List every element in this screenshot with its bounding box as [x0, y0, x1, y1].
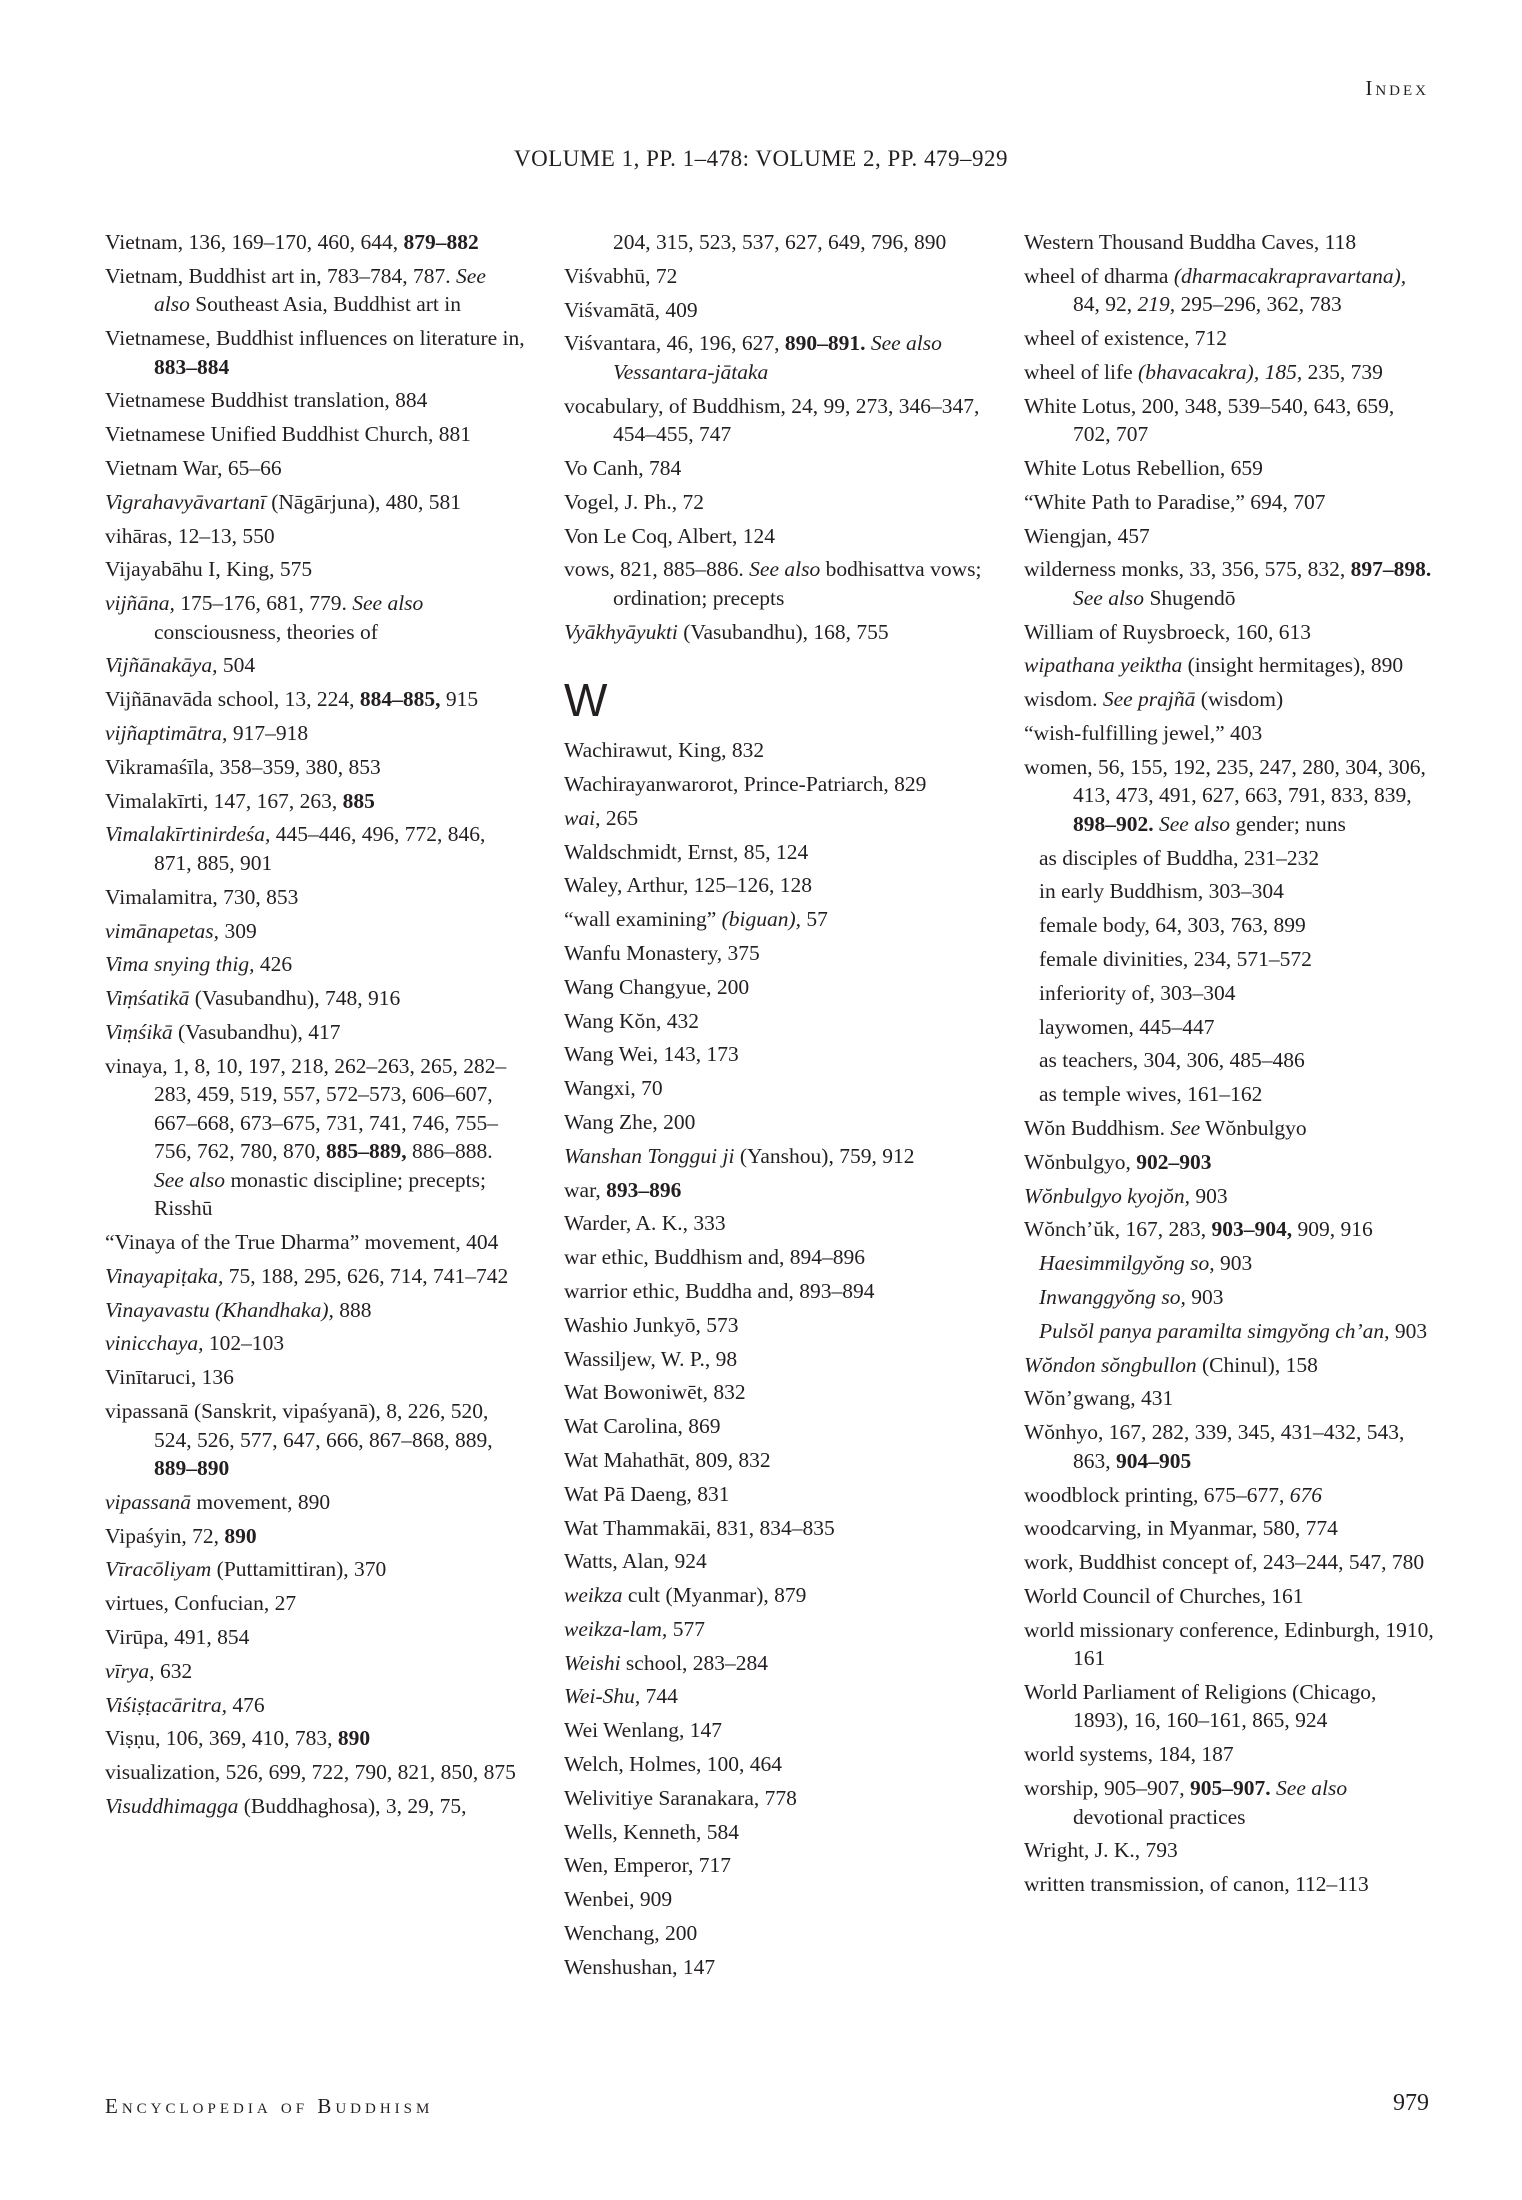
index-entry: wilderness monks, 33, 356, 575, 832, 897–898. See also Shugendō: [1024, 557, 1432, 610]
index-entry: wai, 265: [564, 805, 639, 830]
index-entry: Wen, Emperor, 717: [564, 1853, 731, 1878]
index-entry: Washio Junkyō, 573: [564, 1312, 739, 1337]
index-entry: Wŏnch’ŭk, 167, 283, 903–904, 909, 916: [1024, 1217, 1373, 1242]
index-entry: wisdom. See prajñā (wisdom): [1024, 687, 1284, 712]
index-entry: Vijayabāhu I, King, 575: [105, 557, 313, 582]
index-entry: Wei-Shu, 744: [564, 1684, 678, 1709]
index-entry: Vietnam, 136, 169–170, 460, 644, 879–882: [105, 230, 479, 254]
index-entry: Wat Carolina, 869: [564, 1414, 721, 1439]
index-entry: Wang Changyue, 200: [564, 974, 750, 999]
footer-title: Encyclopedia of Buddhism: [105, 2094, 434, 2118]
index-entry: virtues, Confucian, 27: [105, 1591, 297, 1616]
index-entry: warrior ethic, Buddha and, 893–894: [564, 1278, 875, 1303]
index-entry: Von Le Coq, Albert, 124: [564, 523, 776, 548]
index-entry: world systems, 184, 187: [1024, 1742, 1234, 1767]
index-entry: Wenchang, 200: [564, 1921, 698, 1946]
index-entry: Viśvamātā, 409: [564, 297, 698, 322]
index-entry: Wŏnbulgyo kyojŏn, 903: [1024, 1183, 1228, 1208]
index-entry: Welch, Holmes, 100, 464: [564, 1752, 783, 1777]
index-subentry: inferiority of, 303–304: [1039, 980, 1236, 1005]
index-entry: World Council of Churches, 161: [1024, 1583, 1304, 1608]
index-subentry: Inwanggyŏng so, 903: [1039, 1285, 1224, 1310]
index-entry: Wŏn’gwang, 431: [1024, 1386, 1174, 1411]
index-entry: Vinayapiṭaka, 75, 188, 295, 626, 714, 741–742: [105, 1263, 509, 1288]
page-number: 979: [1393, 2090, 1429, 2116]
index-entry: Vo Canh, 784: [564, 455, 682, 480]
index-entry: women, 56, 155, 192, 235, 247, 280, 304, 306, 413, 473, 491, 627, 663, 791, 833, 839, 898–902. See also gender; nuns: [1024, 754, 1426, 836]
index-entry: Welivitiye Saranakara, 778: [564, 1785, 797, 1810]
index-entry: Wŏndon sŏngbullon (Chinul), 158: [1024, 1352, 1318, 1377]
index-entry: Warder, A. K., 333: [564, 1211, 726, 1236]
index-entry: Weishi school, 283–284: [564, 1650, 769, 1675]
index-entry: vihāras, 12–13, 550: [105, 523, 275, 548]
index-entry: vipassanā (Sanskrit, vipaśyanā), 8, 226, 520, 524, 526, 577, 647, 666, 867–868, 889, 889–890: [105, 1399, 493, 1481]
index-entry: vinicchaya, 102–103: [105, 1331, 285, 1356]
index-entry: Wells, Kenneth, 584: [564, 1819, 740, 1844]
index-entry: written transmission, of canon, 112–113: [1024, 1872, 1369, 1897]
index-entry: Wiengjan, 457: [1024, 523, 1150, 548]
index-entry: White Lotus, 200, 348, 539–540, 643, 659, 702, 707: [1024, 393, 1395, 447]
index-entry: woodblock printing, 675–677, 676: [1024, 1482, 1322, 1507]
index-entry: Vijñānakāya, 504: [105, 653, 256, 678]
index-entry: weikza cult (Myanmar), 879: [564, 1583, 807, 1608]
index-subentry: laywomen, 445–447: [1039, 1014, 1215, 1039]
index-entry: Western Thousand Buddha Caves, 118: [1024, 230, 1357, 254]
index-entry: Viśvabhū, 72: [564, 263, 678, 288]
index-entry: Wright, J. K., 793: [1024, 1838, 1178, 1863]
index-entry: World Parliament of Religions (Chicago, 1893), 16, 160–161, 865, 924: [1024, 1679, 1377, 1733]
index-entry: wheel of life (bhavacakra), 185, 235, 739: [1024, 359, 1383, 384]
index-entry: Vinītaruci, 136: [105, 1365, 234, 1390]
index-entry: Viśiṣṭacāritra, 476: [105, 1692, 265, 1717]
index-entry: wheel of existence, 712: [1024, 326, 1227, 351]
index-entry: Wat Thammakāi, 831, 834–835: [564, 1515, 835, 1540]
index-subentry: female body, 64, 303, 763, 899: [1039, 913, 1306, 938]
index-entry: Vietnam War, 65–66: [105, 455, 282, 480]
index-subentry: in early Buddhism, 303–304: [1039, 879, 1284, 904]
index-entry: Wang Wei, 143, 173: [564, 1042, 739, 1067]
index-entry: work, Buddhist concept of, 243–244, 547, 780: [1024, 1550, 1425, 1575]
section-letter: W: [564, 674, 608, 727]
index-entry: Vinayavastu (Khandhaka), 888: [105, 1297, 372, 1322]
index-entry: war, 893–896: [564, 1177, 682, 1202]
index-entry: Viṣṇu, 106, 369, 410, 783, 890: [105, 1726, 371, 1751]
index-subentry: as disciples of Buddha, 231–232: [1039, 845, 1320, 870]
index-entry: Vikramaśīla, 358–359, 380, 853: [105, 754, 381, 779]
index-entry: Vietnamese Unified Buddhist Church, 881: [105, 422, 471, 447]
index-entry: Vijñānavāda school, 13, 224, 884–885, 915: [105, 687, 479, 712]
index-entry: Wang Kŏn, 432: [564, 1008, 700, 1033]
index-subentry: Haesimmilgyŏng so, 903: [1039, 1251, 1253, 1276]
index-entry: “wall examining” (biguan), 57: [564, 907, 828, 932]
index-entry: Wat Mahathāt, 809, 832: [564, 1447, 771, 1472]
index-entry: Wenshushan, 147: [564, 1954, 716, 1979]
index-column-2: [564, 228, 984, 1987]
index-entry: vīrya, 632: [105, 1658, 193, 1683]
index-entry: William of Ruysbroeck, 160, 613: [1024, 619, 1311, 644]
index-entry: vijñaptimātra, 917–918: [105, 721, 309, 746]
index-entry: vipassanā movement, 890: [105, 1489, 331, 1514]
index-entry: wheel of dharma (dharmacakrapravartana), 84, 92, 219, 295–296, 362, 783: [1024, 263, 1407, 317]
index-entry: Vogel, J. Ph., 72: [564, 489, 704, 514]
index-entry: Viṃśatikā (Vasubandhu), 748, 916: [105, 986, 401, 1011]
index-entry: Vietnam, Buddhist art in, 783–784, 787. See also Southeast Asia, Buddhist art in: [105, 263, 486, 317]
index-entry: Viṃśikā (Vasubandhu), 417: [105, 1019, 341, 1044]
index-entry: White Lotus Rebellion, 659: [1024, 455, 1263, 480]
index-entry: worship, 905–907, 905–907. See also devotional practices: [1024, 1776, 1348, 1829]
index-entry: Wŏnbulgyo, 902–903: [1024, 1149, 1212, 1174]
index-entry: Vimalakīrtinirdeśa, 445–446, 496, 772, 846, 871, 885, 901: [105, 822, 486, 875]
index-entry: Wassiljew, W. P., 98: [564, 1346, 738, 1371]
index-entry: Wanfu Monastery, 375: [564, 940, 760, 965]
index-entry: vinaya, 1, 8, 10, 197, 218, 262–263, 265, 282–283, 459, 519, 557, 572–573, 606–607, 667–668, 673–675, 731, 741, 746, 755–756, 762, 780, 870, 885–889, 886–888. See also monastic discipline; precepts; Risshū: [105, 1053, 507, 1221]
index-entry: Waley, Arthur, 125–126, 128: [564, 873, 813, 898]
index-entry: Wangxi, 70: [564, 1076, 663, 1101]
index-entry: “White Path to Paradise,” 694, 707: [1024, 489, 1326, 514]
index-entry: Vima snying thig, 426: [105, 952, 293, 977]
index-entry: Virūpa, 491, 854: [105, 1625, 250, 1649]
volume-range-line: VOLUME 1, PP. 1–478: VOLUME 2, PP. 479–929: [513, 146, 1009, 171]
index-entry: weikza-lam, 577: [564, 1616, 705, 1641]
index-entry: Wang Zhe, 200: [564, 1109, 696, 1134]
index-entry: woodcarving, in Myanmar, 580, 774: [1024, 1516, 1338, 1541]
index-entry: Vimalakīrti, 147, 167, 263, 885: [105, 788, 375, 813]
index-column-2-v-entries: [564, 228, 984, 646]
index-entry: Vigrahavyāvartanī (Nāgārjuna), 480, 581: [105, 489, 462, 514]
index-entry: Wachirawut, King, 832: [564, 738, 765, 763]
index-subentry: female divinities, 234, 571–572: [1039, 947, 1312, 972]
index-entry: war ethic, Buddhism and, 894–896: [564, 1245, 865, 1270]
index-column-3: [1024, 228, 1434, 1904]
index-subentry: Pulsŏl panya paramilta simgyŏng ch’an, 903: [1039, 1318, 1428, 1343]
index-entry: Wat Pā Daeng, 831: [564, 1481, 730, 1506]
index-entry: Vyākhyāyukti (Vasubandhu), 168, 755: [564, 619, 889, 644]
index-column-2-w-entries: [564, 736, 984, 1981]
index-entry: Watts, Alan, 924: [564, 1549, 707, 1574]
index-entry: “wish-fulfilling jewel,” 403: [1024, 721, 1263, 746]
index-entry: Wei Wenlang, 147: [564, 1718, 722, 1743]
index-entry: Vīracōliyam (Puttamittiran), 370: [105, 1557, 387, 1582]
index-entry: “Vinaya of the True Dharma” movement, 404: [105, 1230, 499, 1255]
index-entry: Wat Bowoniwēt, 832: [564, 1380, 746, 1405]
index-entry: Vipaśyin, 72, 890: [105, 1523, 257, 1548]
index-entry: Wanshan Tonggui ji (Yanshou), 759, 912: [564, 1143, 915, 1168]
index-entry: Vietnamese, Buddhist influences on literature in, 883–884: [105, 326, 525, 379]
index-column-1: [105, 228, 525, 1826]
index-entry: Vietnamese Buddhist translation, 884: [105, 388, 428, 413]
index-subentry: as temple wives, 161–162: [1039, 1082, 1263, 1107]
index-entry: wipathana yeiktha (insight hermitages), 890: [1024, 653, 1404, 678]
index-entry: vocabulary, of Buddhism, 24, 99, 273, 346–347, 454–455, 747: [564, 393, 980, 447]
index-entry: Visuddhimagga (Buddhaghosa), 3, 29, 75,: [105, 1793, 467, 1818]
index-entry: world missionary conference, Edinburgh, 1910, 161: [1024, 1617, 1434, 1671]
index-entry: Waldschmidt, Ernst, 85, 124: [564, 839, 809, 864]
index-entry: vijñāna, 175–176, 681, 779. See also consciousness, theories of: [105, 591, 424, 644]
running-header: Index: [1365, 76, 1429, 100]
index-entry: 204, 315, 523, 537, 627, 649, 796, 890: [613, 230, 947, 254]
index-entry: Vimalamitra, 730, 853: [105, 884, 299, 909]
index-entry: Wachirayanwarorot, Prince-Patriarch, 829: [564, 771, 927, 796]
index-entry: vows, 821, 885–886. See also bodhisattva vows; ordination; precepts: [564, 557, 982, 610]
index-entry: visualization, 526, 699, 722, 790, 821, 850, 875: [105, 1760, 516, 1785]
index-entry: Wŏn Buddhism. See Wŏnbulgyo: [1024, 1116, 1307, 1141]
index-subentry: as teachers, 304, 306, 485–486: [1039, 1048, 1305, 1073]
index-entry: Wŏnhyo, 167, 282, 339, 345, 431–432, 543, 863, 904–905: [1024, 1420, 1405, 1473]
index-entry: Wenbei, 909: [564, 1887, 673, 1912]
index-entry: vimānapetas, 309: [105, 918, 257, 943]
index-entry: Viśvantara, 46, 196, 627, 890–891. See also Vessantara-jātaka: [564, 331, 942, 384]
